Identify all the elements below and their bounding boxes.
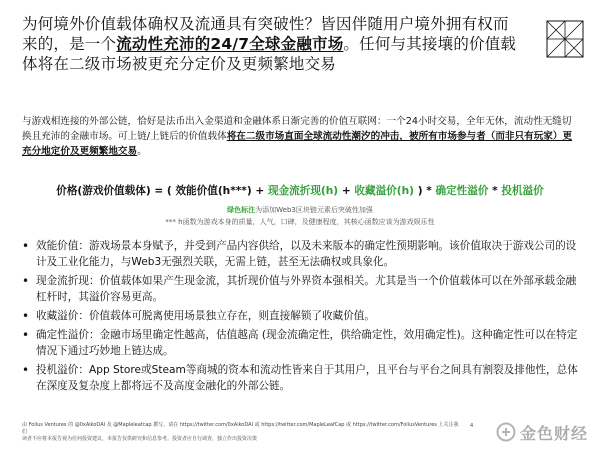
watermark-text: 金色财经 bbox=[520, 423, 589, 443]
title-emphasis: 流动性充沛的24/7全球金融市场 bbox=[116, 35, 344, 53]
intro-paragraph bbox=[22, 114, 578, 159]
list-item-certainty: • 确定性溢价：金融市场里确定性越高，估值越高 (现金流确定性，供给确定性，效用确定性)。这种确定性可以在特定情况下通过巧妙地上链达成。 bbox=[22, 327, 582, 359]
slide-title bbox=[22, 14, 522, 74]
value-components-list bbox=[22, 238, 582, 397]
formula-term-collectible: 收藏溢价(h) bbox=[354, 185, 415, 197]
list-item-speculation: • 投机溢价：App Store或Steam等商城的资本和流动性皆来自于其用户，且平台与平台之间具有割裂及排他性，总体在深度及复杂度上都将远不及高度金融化的外部公链。 bbox=[22, 362, 582, 394]
green-note-text: 为添加Web3区块链元素后突破性加强 bbox=[255, 206, 373, 214]
footer-line2: 读者不应将本报告视为任何投资建议，本报告仅供研究和信息参考。投资者应自行调查，独立作出投资决策 bbox=[22, 436, 258, 442]
formula-term-cashflow: 现金流折现(h) bbox=[267, 185, 339, 197]
formula-note-green bbox=[0, 205, 600, 215]
formula-term-certainty: 确定性溢价 bbox=[435, 185, 489, 197]
formula-mid: ) * bbox=[414, 185, 436, 197]
formula-times: * bbox=[488, 185, 502, 197]
folius-ventures-logo-icon bbox=[546, 20, 584, 58]
intro-part2: 。 bbox=[137, 146, 147, 157]
list-item-utility: • 效能价值：游戏场景本身赋予，并受到产品内容供给，以及未来版本的确定性预期影响。该价值取决于游戏公司的设计及工业化能力，与Web3无强烈关联，无需上链，甚至无法确权或具象化。 bbox=[22, 238, 582, 270]
jinse-finance-watermark-icon bbox=[496, 422, 516, 442]
list-item-collectible: • 收藏溢价：价值载体可脱离使用场景独立存在，则直接解锁了收藏价值。 bbox=[22, 308, 582, 324]
price-formula bbox=[0, 183, 600, 198]
footer-line1: 由 Folius Ventures 的 @0xAikoDAI 及 @Mapleleafcap 撰写。请在 https://twitter.com/0xAikoDAI 或 https://twitter.com/MapleLeafCap 或 https://twitter.com/FoliusVentures 上关注我们 bbox=[22, 422, 459, 435]
watermark bbox=[496, 418, 588, 446]
green-label: 绿色标注 bbox=[227, 206, 256, 214]
footer-disclaimer bbox=[22, 422, 462, 443]
formula-prefix: 价格(游戏价值载体) = ( 效能价值(h***) + bbox=[56, 185, 268, 197]
formula-plus: + bbox=[338, 185, 355, 197]
formula-note-h: *** h函数为游戏本身的质量，人气，口碑，及健康程度，其核心函数应该为游戏娱乐性 bbox=[165, 218, 435, 226]
formula-term-speculation: 投机溢价 bbox=[501, 185, 544, 197]
page-number: 4 bbox=[470, 423, 474, 429]
title-part2: 。任何与其接壤的价值载体将在二级市场被更充分定价及更频繁地交易 bbox=[22, 35, 517, 73]
intro-part1: 与游戏相连接的外部公链，恰好是法币出入金渠道和金融体系日渐完善的价值互联网：一个24小时交易，全年无休，流动性无缝切换且充沛的金融市场。可上链/上链后的价值载体 bbox=[22, 116, 572, 142]
intro-emphasis: 将在二级市场直面全球流动性潮汐的冲击，被所有市场参与者（而非只有玩家）更充分地定价及更频繁地交易 bbox=[22, 131, 573, 157]
title-part1: 为何境外价值载体确权及流通具有突破性？皆因伴随用户境外拥有权而来的，是一个 bbox=[22, 15, 509, 53]
list-item-cashflow: • 现金流折现：价值载体如果产生现金流，其折现价值与外界资本强相关。尤其是当一个价值载体可以在外部承载金融杠杆时，其溢价容易更高。 bbox=[22, 273, 582, 305]
